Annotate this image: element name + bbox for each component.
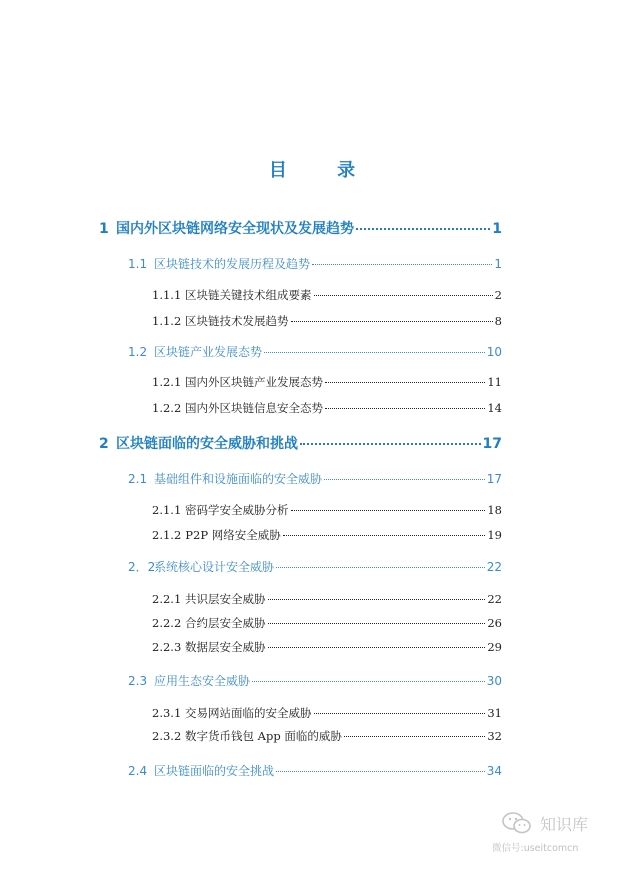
watermark-wechat-id: 微信号:useitcomcn: [492, 843, 579, 854]
toc-entry-1-1-1[interactable]: [152, 287, 502, 303]
toc-entry-1-1-2[interactable]: [152, 313, 502, 329]
toc-leader: [264, 352, 485, 353]
toc-number: 2.2.3: [152, 640, 182, 654]
toc-text: 共识层安全威胁: [185, 592, 266, 606]
toc-entry-2-2-1[interactable]: [152, 591, 502, 607]
wechat-icon: [502, 812, 532, 834]
toc-number: 1.2: [128, 345, 148, 359]
watermark: [492, 810, 612, 858]
toc-number: 2.3.1: [152, 706, 182, 720]
toc-number: 2.2.2: [152, 616, 182, 630]
toc-page: 18: [487, 503, 502, 517]
toc-leader: [268, 623, 486, 624]
toc-number: 2.1: [128, 472, 148, 486]
toc-page: 22: [487, 592, 502, 606]
toc-leader: [312, 264, 492, 265]
toc-leader: [252, 681, 485, 682]
toc-entry-1-2[interactable]: [128, 343, 502, 360]
toc-entry-2-4[interactable]: [128, 762, 502, 779]
toc-text: 国内外区块链产业发展态势: [185, 375, 323, 389]
toc-text: 区块链产业发展态势: [154, 345, 263, 359]
toc-entry-2-2-2[interactable]: [152, 615, 502, 631]
toc-leader: [344, 736, 486, 737]
toc-entry-2-2-3[interactable]: [152, 639, 502, 655]
toc-text: 基础组件和设施面临的安全威胁: [154, 472, 323, 486]
toc-page: 1: [494, 257, 502, 271]
toc-entry-2-1[interactable]: [128, 470, 502, 487]
toc-entry-2[interactable]: [99, 433, 502, 453]
toc-text: 数据层安全威胁: [185, 640, 266, 654]
toc-number: 1.2.1: [152, 375, 182, 389]
toc-entry-1[interactable]: [99, 218, 502, 238]
toc-leader: [324, 479, 485, 480]
toc-text: 应用生态安全威胁: [154, 674, 251, 688]
toc-number: 2.3.2: [152, 729, 182, 743]
toc-text: 系统核心设计安全威胁: [154, 560, 275, 574]
toc-entry-2-3-2[interactable]: [152, 728, 502, 744]
toc-leader: [276, 771, 485, 772]
toc-page: 32: [487, 729, 502, 743]
toc-entry-1-2-2[interactable]: [152, 400, 502, 416]
toc-leader: [314, 713, 486, 714]
toc-page: 26: [487, 616, 502, 630]
toc-page: 10: [486, 345, 502, 359]
toc-number: 2．2: [128, 560, 156, 574]
toc-number: 1.1.1: [152, 288, 182, 302]
toc-entry-2-1-2[interactable]: [152, 527, 502, 543]
toc-page: 17: [486, 472, 502, 486]
toc-text: 区块链技术发展趋势: [185, 314, 289, 328]
toc-leader: [268, 599, 486, 600]
toc-number: 2.2.1: [152, 592, 182, 606]
toc-leader: [291, 510, 486, 511]
toc-text: 数字货币钱包 App 面临的威胁: [185, 729, 342, 743]
toc-page: 29: [487, 640, 502, 654]
toc-number: 2.1.2: [152, 528, 182, 542]
toc-entry-2-2[interactable]: [128, 558, 502, 575]
toc-entry-2-1-1[interactable]: [152, 502, 502, 518]
toc-text: 国内外区块链网络安全现状及发展趋势: [116, 221, 354, 237]
toc-text: 国内外区块链信息安全态势: [185, 401, 323, 415]
toc-page: 1: [492, 221, 502, 237]
toc-leader: [314, 295, 493, 296]
toc-text: 区块链关键技术组成要素: [185, 288, 312, 302]
toc-entry-2-3[interactable]: [128, 672, 502, 689]
toc-page: 14: [487, 401, 502, 415]
toc-page: 19: [487, 528, 502, 542]
toc-number: 2.1.1: [152, 503, 182, 517]
toc-number: 2: [99, 436, 109, 452]
toc-leader: [268, 647, 486, 648]
toc-entry-2-3-1[interactable]: [152, 705, 502, 721]
toc-page: 31: [487, 706, 502, 720]
toc-text: P2P 网络安全威胁: [185, 528, 281, 542]
toc-text: 密码学安全威胁分析: [185, 503, 289, 517]
toc-leader: [283, 535, 486, 536]
toc-page: 30: [486, 674, 502, 688]
toc-page: 34: [486, 764, 502, 778]
toc-number: 1.1: [128, 257, 148, 271]
toc-number: 2.3: [128, 674, 148, 688]
toc-text: 区块链面临的安全威胁和挑战: [116, 436, 298, 452]
toc-text: 交易网站面临的安全威胁: [185, 706, 312, 720]
toc-leader: [300, 443, 481, 445]
toc-text: 区块链面临的安全挑战: [154, 764, 275, 778]
toc-entry-1-1[interactable]: [128, 255, 502, 272]
toc-leader: [325, 382, 485, 383]
watermark-name: 知识库: [540, 815, 589, 834]
toc-page: 11: [487, 375, 502, 389]
toc-page: 17: [482, 436, 502, 452]
toc-number: 1.2.2: [152, 401, 182, 415]
toc-leader: [291, 321, 493, 322]
toc-leader: [356, 228, 490, 230]
toc-number: 1.1.2: [152, 314, 182, 328]
toc-title: 目 录: [268, 160, 378, 181]
toc-page: 2: [494, 288, 502, 302]
toc-text: 区块链技术的发展历程及趋势: [154, 257, 311, 271]
toc-leader: [325, 408, 485, 409]
toc-number: 1: [99, 221, 109, 237]
toc-number: 2.4: [128, 764, 148, 778]
toc-leader: [276, 567, 485, 568]
toc-page: 22: [486, 560, 502, 574]
toc-entry-1-2-1[interactable]: [152, 374, 502, 390]
toc-text: 合约层安全威胁: [185, 616, 266, 630]
toc-page: 8: [494, 314, 502, 328]
